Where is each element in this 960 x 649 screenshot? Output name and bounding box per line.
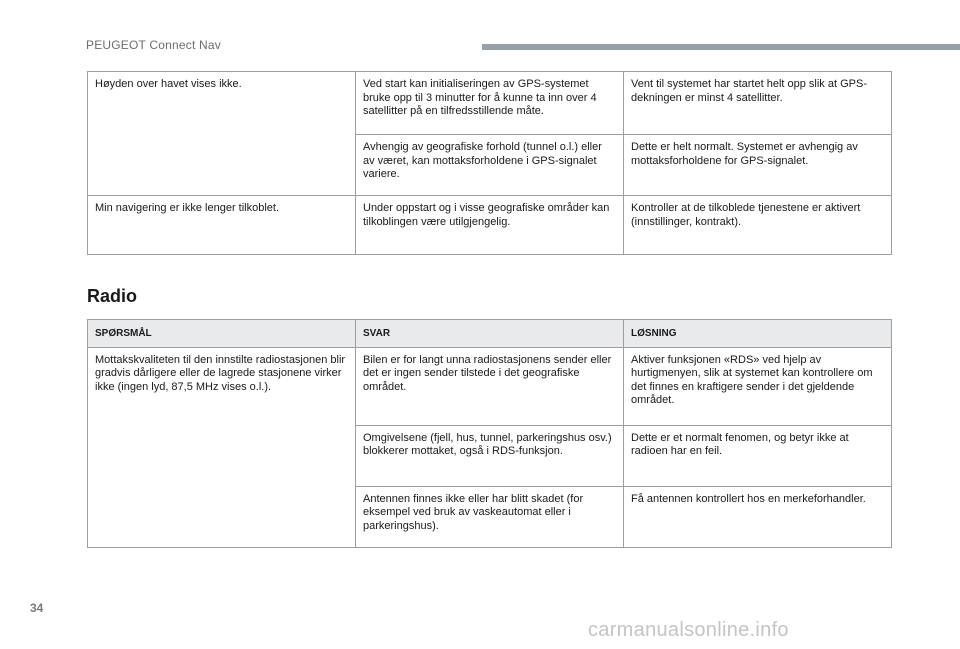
solution-cell: Få antennen kontrollert hos en merkeforhandler.	[624, 486, 892, 547]
column-header-solution: LØSNING	[624, 320, 892, 348]
solution-cell: Kontroller at de tilkoblede tjenestene er aktivert (innstillinger, kontrakt).	[624, 196, 892, 255]
page-number: 34	[30, 601, 44, 615]
question-cell: Min navigering er ikke lenger tilkoblet.	[88, 196, 356, 255]
solution-cell: Vent til systemet har startet helt opp slik at GPS-dekningen er minst 4 satellitter.	[624, 72, 892, 135]
solution-cell: Dette er helt normalt. Systemet er avhengig av mottaksforholdene for GPS-signalet.	[624, 135, 892, 196]
table-row	[88, 72, 892, 135]
document-header-title: PEUGEOT Connect Nav	[86, 38, 221, 52]
answer-cell: Avhengig av geografiske forhold (tunnel o.l.) eller av været, kan mottaksforholdene i GPS-signalet variere.	[356, 135, 624, 196]
table-row	[88, 196, 892, 255]
radio-troubleshooting-table	[87, 319, 892, 548]
answer-cell: Antennen finnes ikke eller har blitt skadet (for eksempel ved bruk av vaskeautomat eller i parkeringshus).	[356, 486, 624, 547]
column-header-answer: SVAR	[356, 320, 624, 348]
column-header-question: SPØRSMÅL	[88, 320, 356, 348]
answer-cell: Ved start kan initialiseringen av GPS-systemet bruke opp til 3 minutter for å kunne ta inn over 4 satellitter på en tilfredsstillende måte.	[356, 72, 624, 135]
watermark: carmanualsonline.info	[588, 619, 789, 641]
answer-cell: Bilen er for langt unna radiostasjonens sender eller det er ingen sender tilstede i det geografiske området.	[356, 347, 624, 425]
header-accent-bar	[482, 44, 960, 50]
question-cell: Høyden over havet vises ikke.	[88, 72, 356, 196]
question-cell: Mottakskvaliteten til den innstilte radiostasjonen blir gradvis dårligere eller de lagrede stasjonene virker ikke (ingen lyd, 87,5 MHz vises o.l.).	[88, 347, 356, 547]
answer-cell: Under oppstart og i visse geografiske områder kan tilkoblingen være utilgjengelig.	[356, 196, 624, 255]
answer-cell: Omgivelsene (fjell, hus, tunnel, parkeringshus osv.) blokkerer mottaket, også i RDS-funksjon.	[356, 425, 624, 486]
solution-cell: Aktiver funksjonen «RDS» ved hjelp av hurtigmenyen, slik at systemet kan kontrollere om det finnes en kraftigere sender i det gjeldende området.	[624, 347, 892, 425]
gps-troubleshooting-table	[87, 71, 892, 255]
section-title-radio: Radio	[87, 286, 138, 306]
solution-cell: Dette er et normalt fenomen, og betyr ikke at radioen har en feil.	[624, 425, 892, 486]
table-row	[88, 347, 892, 425]
table-header-row	[88, 320, 892, 348]
